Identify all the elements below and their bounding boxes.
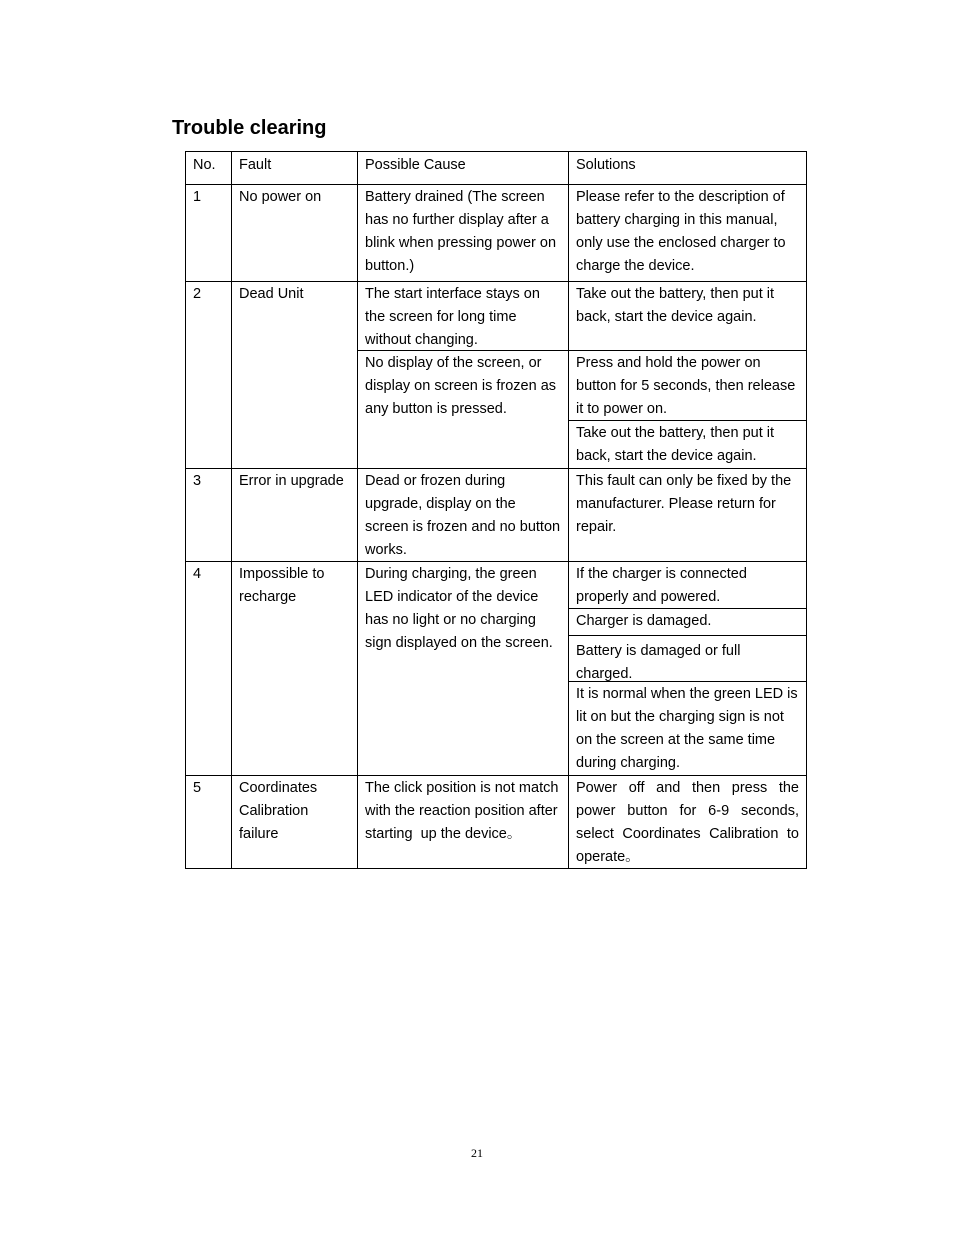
row-fault: Dead Unit — [232, 282, 358, 468]
table-row — [185, 185, 807, 282]
solution-item: Please refer to the description of battery charging in this manual, only use the enclosed charger to charge the device. — [576, 189, 786, 274]
row-fault: Impossible to recharge — [232, 562, 358, 775]
row-no: 5 — [186, 776, 232, 868]
solution-item: Take out the battery, then put it back, start the device again. — [569, 282, 806, 351]
solution-item: Charger is damaged. — [569, 609, 806, 636]
cause-item: No display of the screen, or display on screen is frozen as any button is pressed. — [365, 355, 557, 417]
row-no: 4 — [186, 562, 232, 775]
cause-item: Dead or frozen during upgrade, display on the screen is frozen and no button works. — [365, 473, 561, 558]
solution-item: Battery is damaged or full charged. — [569, 636, 806, 683]
row-solution-cell — [569, 562, 806, 775]
table-row — [185, 562, 807, 776]
solution-item: Power off and then press the power button for 6-9 seconds, select Coordinates Calibration to operate。 — [576, 780, 799, 865]
solution-item: If the charger is connected properly and powered. — [569, 562, 806, 609]
table-header-row — [185, 151, 807, 185]
row-fault: Coordinates Calibration failure — [232, 776, 358, 868]
row-no: 2 — [186, 282, 232, 468]
page-number: 21 — [471, 1146, 483, 1160]
row-solution-cell — [569, 469, 806, 561]
trouble-table — [185, 151, 807, 869]
solution-item: This fault can only be fixed by the manufacturer. Please return for repair. — [576, 473, 792, 535]
cause-item: The start interface stays on the screen for long time without changing. — [358, 282, 568, 351]
cause-item: The click position is not match with the reaction position after starting up the device。 — [365, 780, 563, 842]
solution-item: It is normal when the green LED is lit on but the charging sign is not on the screen at the same time during charging. — [576, 686, 798, 772]
row-cause-cell — [358, 469, 569, 561]
row-cause-cell — [358, 562, 569, 775]
table-row — [185, 282, 807, 469]
row-no: 3 — [186, 469, 232, 561]
table-row — [185, 469, 807, 562]
row-fault: No power on — [232, 185, 358, 281]
solution-item: Take out the battery, then put it back, start the device again. — [576, 425, 775, 464]
header-fault: Fault — [232, 152, 358, 184]
row-solution-cell — [569, 282, 806, 468]
cause-item: During charging, the green LED indicator of the device has no light or no charging sign displayed on the screen. — [365, 566, 553, 651]
row-cause-cell — [358, 776, 569, 868]
row-fault: Error in upgrade — [232, 469, 358, 561]
row-cause-cell — [358, 282, 569, 468]
row-no: 1 — [186, 185, 232, 281]
cause-item: Battery drained (The screen has no further display after a blink when pressing power on button.) — [365, 189, 557, 274]
row-solution-cell — [569, 776, 806, 868]
header-solutions: Solutions — [576, 157, 636, 173]
page-heading: Trouble clearing — [172, 117, 327, 139]
header-cause: Possible Cause — [358, 152, 569, 184]
row-solution-cell — [569, 185, 806, 281]
solution-item: Press and hold the power on button for 5 seconds, then release it to power on. — [569, 351, 806, 421]
header-no: No. — [186, 152, 232, 184]
row-cause-cell — [358, 185, 569, 281]
table-row — [185, 776, 807, 869]
